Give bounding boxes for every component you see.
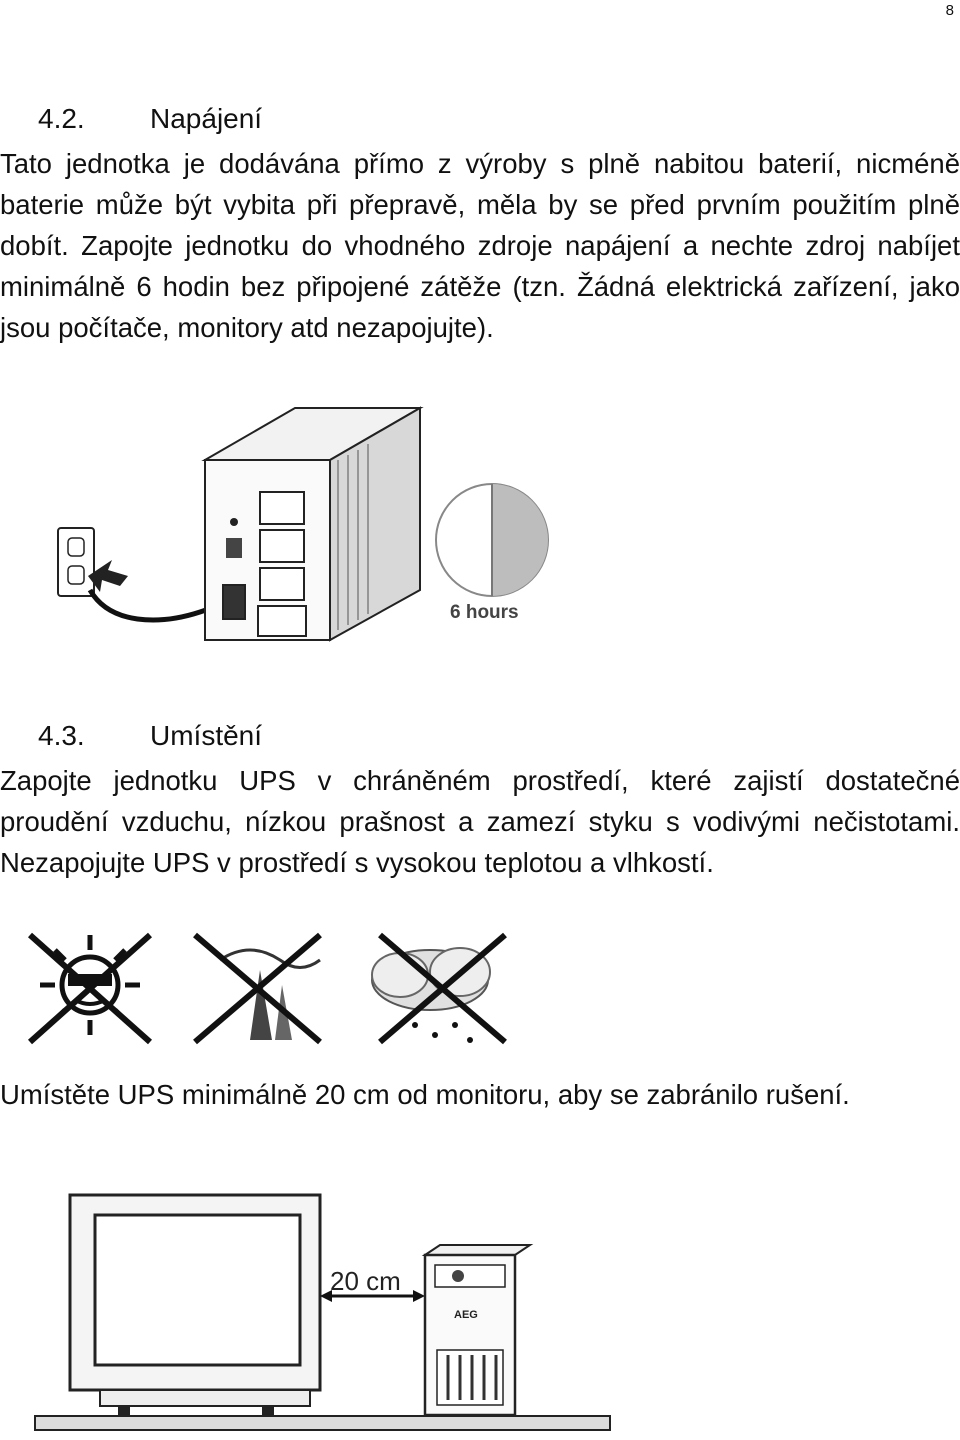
clock-icon bbox=[436, 484, 548, 596]
ups-front-icon bbox=[425, 1245, 530, 1415]
charging-figure bbox=[30, 400, 630, 680]
page-number: 8 bbox=[945, 2, 954, 19]
section-number: 4.3. bbox=[38, 720, 85, 751]
distance-label: 20 cm bbox=[330, 1266, 401, 1296]
distance-note: Umístěte UPS minimálně 20 cm od monitoru, aby se zabránilo rušení. bbox=[0, 1079, 850, 1110]
six-hours-label: 6 hours bbox=[450, 602, 519, 623]
section-title: Umístění bbox=[150, 720, 263, 751]
monitor-icon bbox=[70, 1195, 320, 1416]
no-sun-icon bbox=[30, 935, 150, 1042]
wall-outlet-icon bbox=[58, 528, 94, 596]
section-number: 4.2. bbox=[38, 103, 85, 134]
ups-unit-back bbox=[205, 408, 420, 640]
desk-surface bbox=[35, 1416, 610, 1430]
no-heat-icon bbox=[195, 935, 320, 1042]
section-title: Napájení bbox=[150, 103, 263, 134]
power-paragraph: Tato jednotka je dodávána přímo z výroby s plně nabitou baterií, nicméně baterie může být vybita při přepravě, měla by se před prvním použitím plně dobít. Zapojte jednotku do vhodného zdroje napájení a nechte zdroj nabíjet minimálně 6 hodin bez připojené zátěže (tzn. Žádná elektrická zařízení, jako jsou počítače, monitory atd nezapojujte). bbox=[0, 148, 960, 343]
environment-warnings bbox=[20, 930, 520, 1060]
no-rain-icon bbox=[372, 935, 505, 1043]
placement-paragraph: Zapojte jednotku UPS v chráněném prostředí, které zajistí dostatečné proudění vzduchu, nízkou prašnost a zamezí styku s vodivými nečistotami. Nezapojujte UPS v prostředí s vysokou teplotou a vlhkostí. bbox=[0, 765, 960, 878]
section-heading-power bbox=[38, 103, 262, 135]
section-heading-placement bbox=[38, 720, 262, 752]
ups-brand-label: AEG bbox=[454, 1309, 478, 1321]
distance-figure bbox=[30, 1190, 620, 1435]
